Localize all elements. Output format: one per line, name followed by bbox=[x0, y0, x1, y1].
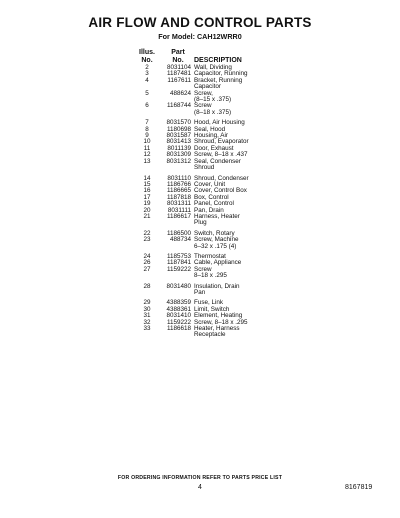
part-description: Screw, (8–15 x .375) bbox=[194, 89, 232, 104]
part-number: 1186500 bbox=[166, 229, 191, 237]
illus-number: 23 bbox=[143, 236, 151, 244]
illus-number: 16 bbox=[143, 187, 151, 195]
table-row bbox=[132, 267, 282, 280]
table-row bbox=[132, 78, 282, 91]
part-description: Harness, Heater Plug bbox=[194, 212, 240, 227]
part-description: Element, Heating bbox=[194, 312, 243, 320]
part-number: 8031110 bbox=[167, 174, 191, 182]
illus-number: 32 bbox=[143, 318, 151, 326]
illus-number: 5 bbox=[145, 89, 149, 97]
part-description: Heater, Harness Receptacle bbox=[194, 325, 240, 339]
part-number: 8031410 bbox=[166, 312, 191, 320]
part-description: Screw, Machine 6–32 x .175 (4) bbox=[194, 236, 239, 250]
table-row bbox=[132, 237, 282, 250]
part-number: 8011139 bbox=[167, 144, 191, 152]
part-description: Screw, 8–18 x .437 bbox=[194, 151, 248, 159]
part-number: 8031480 bbox=[166, 282, 191, 290]
illus-number: 21 bbox=[143, 212, 151, 220]
part-number: 488624 bbox=[169, 89, 191, 97]
part-number: 1186618 bbox=[166, 325, 191, 333]
illus-number: 4 bbox=[145, 76, 149, 84]
part-number: 8031570 bbox=[166, 119, 191, 127]
part-description: Insulation, Drain Pan bbox=[194, 282, 240, 296]
part-description: Door, Exhaust bbox=[194, 144, 234, 152]
part-description: Limit, Switch bbox=[194, 305, 230, 313]
illus-number: 26 bbox=[143, 259, 151, 267]
part-description: Shroud, Condenser bbox=[194, 174, 249, 182]
part-number: 1186766 bbox=[166, 180, 191, 188]
illus-number: 11 bbox=[143, 144, 151, 152]
part-description: Pan, Drain bbox=[194, 206, 224, 214]
part-number: 1187481 bbox=[166, 70, 191, 78]
part-number: 8031587 bbox=[166, 132, 191, 140]
part-description: Housing, Air bbox=[194, 132, 228, 140]
part-number: 1167611 bbox=[167, 76, 191, 84]
illus-number: 33 bbox=[143, 325, 151, 333]
part-number: 1159222 bbox=[166, 318, 191, 326]
part-number: 1159222 bbox=[166, 265, 191, 273]
part-description: Switch, Rotary bbox=[194, 229, 235, 237]
illus-number: 3 bbox=[145, 70, 149, 78]
illus-number: 28 bbox=[143, 282, 151, 290]
part-number: 1168744 bbox=[166, 102, 191, 110]
illus-number: 27 bbox=[143, 265, 151, 273]
document-number: 8167819 bbox=[345, 484, 373, 491]
illus-number: 7 bbox=[145, 119, 149, 127]
illus-number: 24 bbox=[143, 252, 151, 260]
part-number: 4388361 bbox=[166, 305, 191, 313]
part-description: Box, Control bbox=[194, 193, 229, 201]
illus-number: 29 bbox=[143, 299, 151, 307]
illus-number: 31 bbox=[143, 312, 151, 320]
part-number: 8031413 bbox=[166, 138, 191, 146]
illus-number: 19 bbox=[143, 200, 151, 208]
part-description: Screw 8–18 x .295 bbox=[194, 265, 227, 280]
header-part-no: Part No. bbox=[171, 49, 185, 64]
illus-number: 8 bbox=[145, 125, 149, 133]
model-subtitle: For Model: CAH12WRR0 bbox=[158, 32, 242, 41]
illus-number: 9 bbox=[145, 132, 149, 140]
illus-number: 30 bbox=[143, 305, 151, 313]
header-description: DESCRIPTION bbox=[194, 57, 242, 64]
illus-number: 6 bbox=[145, 102, 149, 110]
part-description: Thermostat bbox=[194, 252, 226, 260]
part-description: Screw (8–18 x .375) bbox=[194, 102, 232, 116]
illus-number: 20 bbox=[143, 206, 151, 214]
part-number: 488734 bbox=[169, 236, 191, 244]
part-number: 8031309 bbox=[166, 151, 191, 159]
table-body bbox=[132, 65, 282, 339]
page-number: 4 bbox=[198, 484, 202, 491]
illus-number: 22 bbox=[143, 229, 151, 237]
table-row bbox=[132, 284, 282, 297]
part-description: Panel, Control bbox=[194, 200, 234, 208]
illus-number: 10 bbox=[143, 138, 151, 146]
part-number: 1180698 bbox=[166, 125, 191, 133]
part-number: 1187818 bbox=[166, 193, 191, 201]
table-row bbox=[132, 103, 282, 116]
header-illus-no: Illus. No. bbox=[139, 49, 155, 64]
parts-table bbox=[132, 49, 282, 339]
table-header bbox=[132, 49, 282, 65]
table-row bbox=[132, 326, 282, 339]
part-description: Cable, Appliance bbox=[194, 259, 242, 267]
part-description: Seal, Hood bbox=[194, 125, 226, 133]
part-description: Fuse, Link bbox=[194, 299, 224, 307]
part-description: Bracket, Running Capacitor bbox=[194, 76, 243, 91]
part-number: 8031311 bbox=[166, 200, 191, 208]
illus-number: 15 bbox=[143, 180, 151, 188]
part-number: 4388359 bbox=[166, 299, 191, 307]
part-number: 8031111 bbox=[167, 206, 191, 214]
part-number: 1187841 bbox=[166, 259, 191, 267]
illus-number: 12 bbox=[143, 151, 151, 159]
part-number: 8031312 bbox=[166, 157, 191, 165]
part-description: Screw, 8–18 x .295 bbox=[194, 318, 248, 326]
part-number: 1186617 bbox=[166, 212, 191, 220]
illus-number: 2 bbox=[145, 64, 149, 71]
illus-number: 14 bbox=[143, 174, 151, 182]
part-description: Cover, Control Box bbox=[194, 187, 247, 195]
part-description: Capacitor, Running bbox=[194, 70, 248, 78]
part-description: Seal, Condenser Shroud bbox=[194, 157, 241, 172]
illus-number: 17 bbox=[143, 193, 151, 201]
page-title: AIR FLOW AND CONTROL PARTS bbox=[88, 15, 312, 30]
part-description: Cover, Unit bbox=[194, 180, 226, 188]
part-description: Wall, Dividing bbox=[194, 64, 232, 71]
table-row bbox=[132, 159, 282, 172]
part-description: Shroud, Evaporator bbox=[194, 138, 249, 146]
part-description: Hood, Air Housing bbox=[194, 119, 245, 127]
part-number: 8031104 bbox=[166, 64, 191, 71]
ordering-footer: FOR ORDERING INFORMATION REFER TO PARTS PRICE LIST bbox=[117, 475, 283, 481]
part-number: 1185753 bbox=[166, 252, 191, 260]
illus-number: 13 bbox=[143, 157, 151, 165]
table-row bbox=[132, 214, 282, 227]
part-number: 1186665 bbox=[166, 187, 191, 195]
